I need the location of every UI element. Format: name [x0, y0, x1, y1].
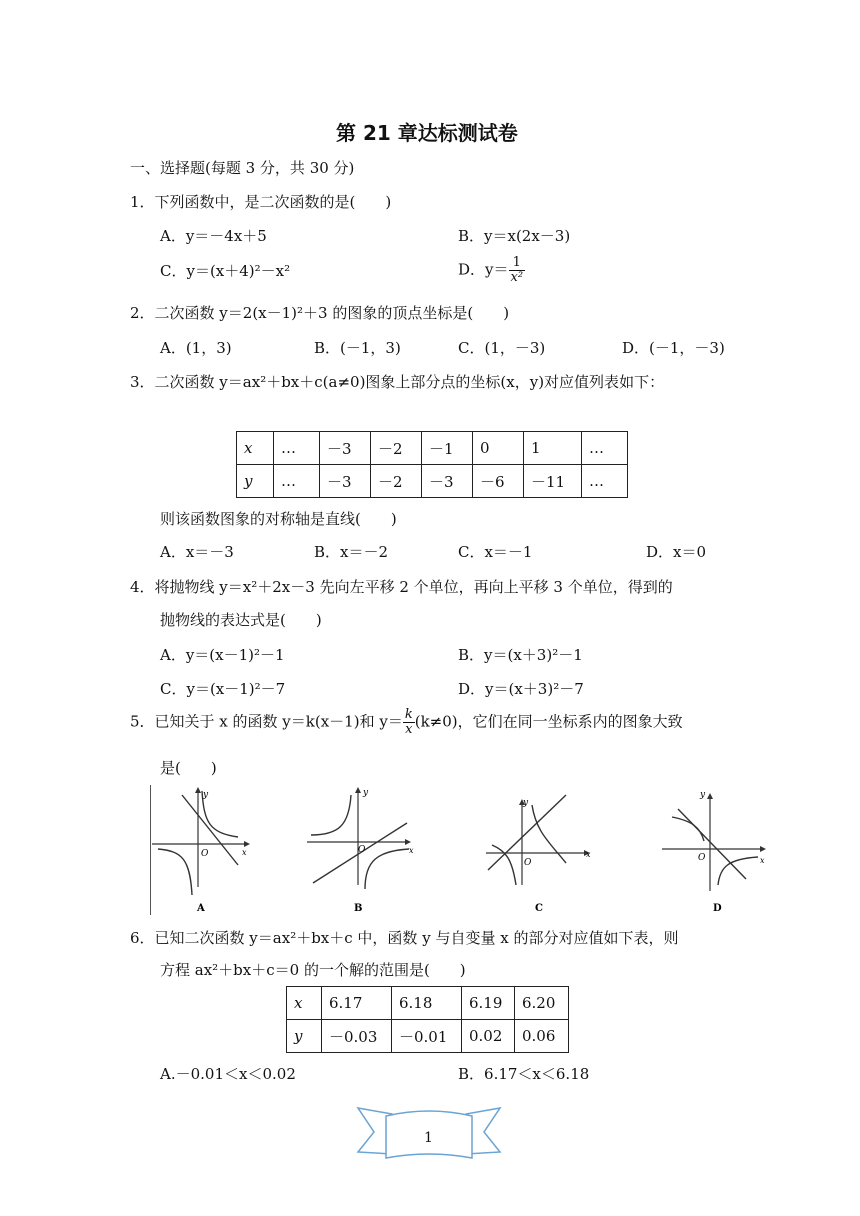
q5-frac-denominator: x — [405, 722, 413, 737]
q1-stem: 1．下列函数中，是二次函数的是( ) — [130, 193, 392, 211]
page-number-ribbon — [356, 1104, 502, 1166]
q4-stem-line1: 4．将抛物线 y＝x²＋2x－3 先向左平移 2 个单位，再向上平移 3 个单位，得到的 — [130, 578, 673, 596]
graph-b-letter: B — [354, 903, 363, 914]
graph-a-origin-label: O — [201, 849, 209, 859]
graph-d-y-label: y — [700, 790, 706, 800]
q3-table — [236, 431, 628, 498]
table-row — [287, 1020, 569, 1053]
table-cell: 0.02 — [462, 1020, 515, 1053]
graph-b-x-label: x — [409, 846, 414, 855]
q4-option-a: A．y＝(x－1)²－1 — [160, 646, 285, 664]
graph-c-letter: C — [535, 903, 543, 914]
graph-d-origin-label: O — [698, 853, 706, 863]
section-heading: 一、选择题(每题 3 分，共 30 分) — [130, 159, 355, 177]
q1-option-c: C．y＝(x＋4)²－x² — [160, 262, 291, 280]
graph-left-rule — [150, 785, 151, 915]
table-cell: 0 — [473, 432, 524, 465]
table-cell: 0.06 — [515, 1020, 569, 1053]
graph-a-letter: A — [197, 903, 205, 914]
graph-d-letter: D — [713, 903, 722, 914]
table-cell: x — [237, 432, 274, 465]
q6-stem-line1: 6．已知二次函数 y＝ax²＋bx＋c 中，函数 y 与自变量 x 的部分对应值如下表，则 — [130, 929, 679, 947]
table-cell: －2 — [371, 465, 422, 498]
table-cell: －0.03 — [322, 1020, 392, 1053]
graph-c-origin-label: O — [524, 858, 532, 868]
q1-option-d-prefix: D．y＝ — [458, 260, 509, 279]
q1-option-d — [458, 256, 525, 285]
table-cell: －1 — [422, 432, 473, 465]
q5-stem-after: (k≠0)，它们在同一坐标系内的图象大致 — [414, 712, 683, 731]
graph-b-origin-label: O — [358, 845, 366, 855]
q3-option-c: C．x＝－1 — [458, 543, 533, 561]
table-cell: －2 — [371, 432, 422, 465]
graph-d-x-label: x — [760, 856, 765, 865]
q1-option-b: B．y＝x(2x－3) — [458, 227, 571, 245]
q5-stem-line1 — [130, 708, 683, 737]
graph-c-svg — [486, 785, 596, 915]
q2-stem: 2．二次函数 y＝2(x－1)²＋3 的图象的顶点坐标是( ) — [130, 304, 510, 322]
table-cell: y — [237, 465, 274, 498]
table-cell: 6.18 — [392, 987, 462, 1020]
graph-d-svg — [662, 785, 772, 915]
q3-stem: 3．二次函数 y＝ax²＋bx＋c(a≠0)图象上部分点的坐标(x，y)对应值列表如下： — [130, 373, 665, 391]
table-cell: －3 — [320, 432, 371, 465]
q4-option-c: C．y＝(x－1)²－7 — [160, 680, 286, 698]
graph-c-y-label: y — [523, 798, 529, 808]
q1-d-denominator: x² — [510, 270, 524, 285]
q2-option-b: B．(－1，3) — [314, 339, 401, 357]
q3-option-a: A．x＝－3 — [160, 543, 234, 561]
q1-option-a: A．y＝－4x＋5 — [160, 227, 267, 245]
graph-b-y-label: y — [363, 788, 369, 798]
q2-option-a: A．(1，3) — [160, 339, 232, 357]
graph-d — [662, 785, 772, 915]
graph-c-x-label: x — [586, 850, 591, 859]
q6-table — [286, 986, 569, 1053]
page-title: 第 21 章达标测试卷 — [336, 121, 518, 145]
graph-b — [307, 785, 417, 915]
q4-option-b: B．y＝(x＋3)²－1 — [458, 646, 583, 664]
table-cell: 1 — [524, 432, 582, 465]
table-row — [287, 987, 569, 1020]
q5-stem-before: 5．已知关于 x 的函数 y＝k(x－1)和 y＝ — [130, 712, 403, 731]
table-cell: 6.20 — [515, 987, 569, 1020]
q5-fraction — [403, 708, 415, 737]
q4-stem-line2: 抛物线的表达式是( ) — [160, 611, 322, 629]
table-cell: … — [582, 432, 628, 465]
table-cell: x — [287, 987, 322, 1020]
q6-stem-line2: 方程 ax²＋bx＋c＝0 的一个解的范围是( ) — [160, 961, 466, 979]
q2-option-c: C．(1，－3) — [458, 339, 546, 357]
table-cell: … — [274, 432, 320, 465]
graph-a — [152, 785, 252, 915]
table-cell: －6 — [473, 465, 524, 498]
table-cell: 6.17 — [322, 987, 392, 1020]
q1-d-numerator: 1 — [509, 256, 526, 271]
q3-option-d: D．x＝0 — [646, 543, 707, 561]
graph-b-svg — [307, 785, 417, 915]
q5-stem-line2: 是( ) — [160, 759, 217, 777]
table-cell: －11 — [524, 465, 582, 498]
q3-followup: 则该函数图象的对称轴是直线( ) — [160, 510, 397, 528]
table-row — [237, 465, 628, 498]
q2-option-d: D．(－1，－3) — [622, 339, 725, 357]
table-cell: … — [582, 465, 628, 498]
q3-option-b: B．x＝－2 — [314, 543, 389, 561]
q4-option-d: D．y＝(x＋3)²－7 — [458, 680, 584, 698]
page-number: 1 — [424, 1130, 433, 1146]
graph-a-x-label: x — [242, 848, 247, 857]
q6-option-b: B．6.17＜x＜6.18 — [458, 1065, 590, 1083]
table-cell: y — [287, 1020, 322, 1053]
table-cell: －3 — [320, 465, 371, 498]
table-cell: －3 — [422, 465, 473, 498]
graph-c — [486, 785, 596, 915]
table-cell: … — [274, 465, 320, 498]
q5-frac-numerator: k — [404, 707, 413, 722]
q6-option-a: A.－0.01＜x＜0.02 — [160, 1065, 296, 1083]
graph-a-y-label: y — [203, 790, 209, 800]
table-cell: －0.01 — [392, 1020, 462, 1053]
graph-a-svg — [152, 785, 252, 915]
table-cell: 6.19 — [462, 987, 515, 1020]
q1-option-d-fraction — [509, 256, 526, 285]
table-row — [237, 432, 628, 465]
